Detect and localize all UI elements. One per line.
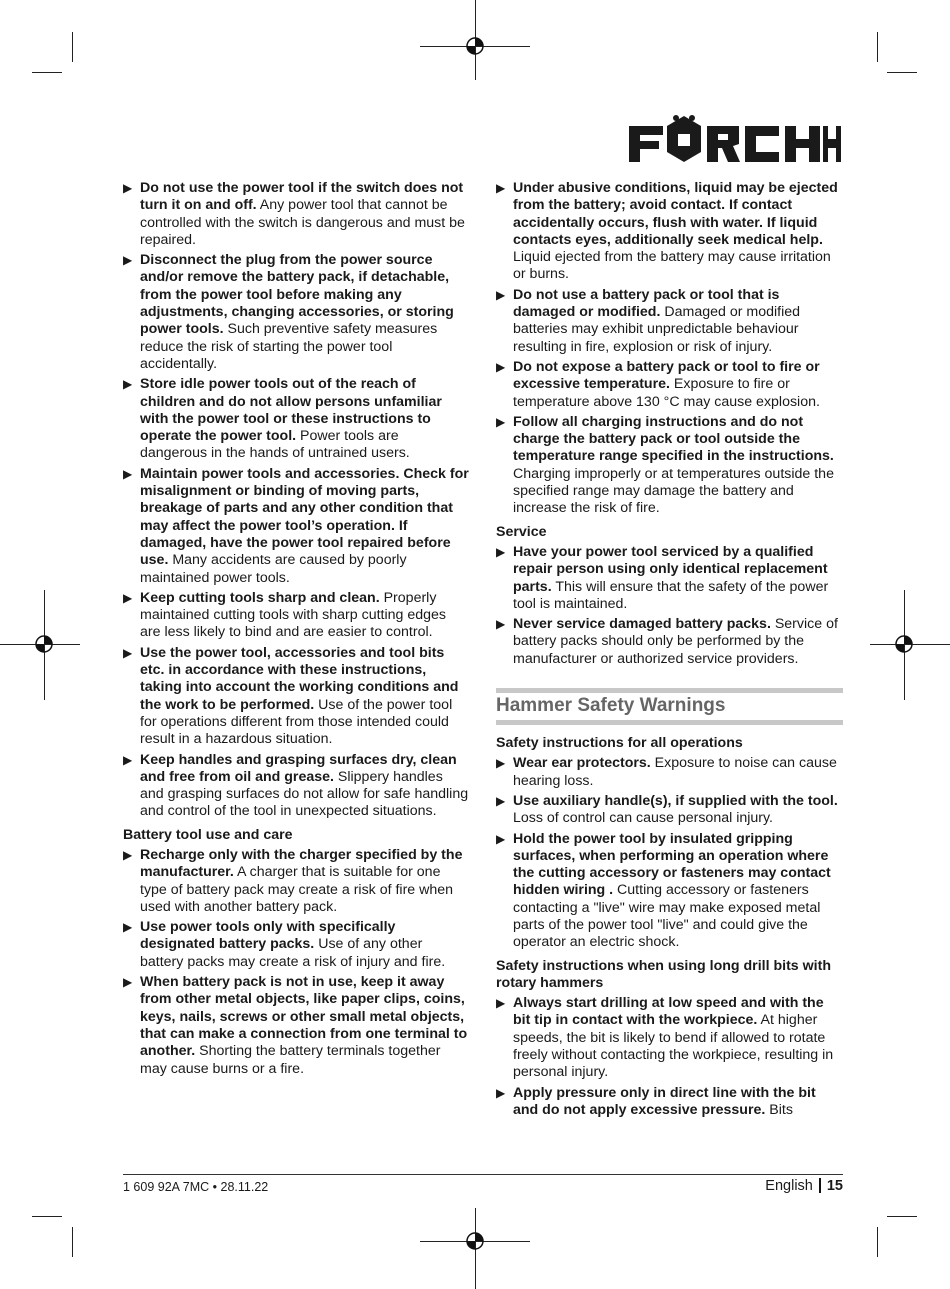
list-item-text: Service of battery packs should only be performed by the manufacturer or authorized service providers. [513, 616, 838, 667]
crop-mark [877, 32, 878, 62]
list-item-text: Any power tool that cannot be controlled with the switch is dangerous and must be repaired. [140, 197, 465, 248]
list-item-text: Exposure to fire or temperature above 130 °C may cause explosion. [513, 376, 820, 410]
list-item-text: Damaged or modified batteries may exhibit unpredictable behaviour resulting in fire, explosion or risk of injury. [513, 304, 801, 355]
list-item [496, 287, 843, 356]
list-item [123, 252, 469, 373]
bullet-arrow-icon: ▶ [496, 544, 506, 559]
page-number: 15 [826, 1178, 843, 1194]
list-item [123, 847, 469, 916]
section-title-hammer: Hammer Safety Warnings [496, 688, 843, 725]
list-item [496, 995, 843, 1081]
list-item-text: At higher speeds, the bit is likely to bend if allowed to rotate freely without contacting the workpiece, resulting in personal injury. [513, 1012, 834, 1081]
bullet-arrow-icon: ▶ [123, 645, 133, 660]
list-item-text: Shorting the battery terminals together may cause burns or a fire. [140, 1043, 441, 1077]
list-item-text: A charger that is suitable for one type of battery pack may create a risk of fire when used with another battery pack. [140, 864, 454, 915]
list-item-bold: Under abusive conditions, liquid may be ejected from the battery; avoid contact. If contact accidentally occurs, flush with water. If liquid contacts eyes, additionally seek medical help. [513, 180, 838, 248]
subheading-service: Service [496, 523, 547, 540]
list-item-bold: Use the power tool, accessories and tool bits etc. in accordance with these instructions, taking into account the working conditions and the work to be performed. [140, 644, 459, 713]
list-group [496, 755, 843, 951]
list-item-bold: Keep handles and grasping surfaces dry, clean and free from oil and grease. [140, 751, 457, 785]
list-item [123, 974, 469, 1078]
footer-rule [123, 1174, 843, 1175]
bullet-arrow-icon: ▶ [123, 590, 133, 605]
list-item-bold: Do not use the power tool if the switch does not turn it on and off. [140, 180, 464, 214]
bullet-arrow-icon: ▶ [496, 617, 506, 632]
list-item-bold: Do not use a battery pack or tool that is damaged or modified. [513, 286, 780, 321]
crop-mark [72, 32, 73, 62]
crop-mark [32, 72, 62, 73]
list-item [123, 180, 469, 249]
list-group [496, 995, 843, 1119]
list-item [123, 590, 469, 642]
bullet-arrow-icon: ▶ [496, 996, 506, 1011]
bullet-arrow-icon: ▶ [496, 414, 506, 429]
bullet-arrow-icon: ▶ [123, 847, 133, 862]
list-item [123, 376, 469, 462]
list-item-text: This will ensure that the safety of the power tool is maintained. [513, 578, 829, 612]
bullet-arrow-icon: ▶ [496, 756, 506, 771]
list-item [123, 645, 469, 749]
bullet-arrow-icon: ▶ [123, 466, 133, 481]
bullet-arrow-icon: ▶ [123, 181, 133, 195]
registration-target-icon [464, 35, 486, 57]
list-item-bold: Keep cutting tools sharp and clean. [140, 589, 380, 606]
list-item-text: Use of any other battery packs may create a risk of injury and fire. [140, 936, 446, 970]
list-item-bold: When battery pack is not in use, keep it away from other metal objects, like paper clips, coins, keys, nails, screws or other small metal objects, that can make a connection from one terminal to another. [140, 974, 468, 1060]
right-column [496, 180, 843, 1122]
crop-mark [887, 72, 917, 73]
list-item [123, 466, 469, 587]
list-item-bold: Always start drilling at low speed and with the bit tip in contact with the workpiece. [513, 995, 824, 1029]
bullet-arrow-icon: ▶ [496, 287, 506, 302]
list-item-text: Such preventive safety measures reduce the risk of starting the power tool accidentally. [140, 321, 438, 372]
list-item-bold: Do not expose a battery pack or tool to fire or excessive temperature. [513, 358, 820, 393]
crop-mark [877, 1227, 878, 1257]
left-column [123, 180, 469, 1081]
list-item-text: Many accidents are caused by poorly maintained power tools. [140, 552, 407, 586]
crop-mark [32, 1216, 62, 1217]
footer-separator [819, 1178, 821, 1193]
registration-target-icon [33, 633, 55, 655]
brand-logo [627, 112, 843, 164]
bullet-arrow-icon: ▶ [123, 253, 133, 268]
list-item-bold: Use power tools only with specifically designated battery packs. [140, 919, 396, 953]
list-item-bold: Follow all charging instructions and do not charge the battery pack or tool outside the temperature range specified in the instructions. [513, 413, 834, 465]
list-item-text: Loss of control can cause personal injury. [513, 810, 773, 827]
list-item-text: Cutting accessory or fasteners contacting a "live" wire may make exposed metal parts of the power tool "live" and could give the operator an electric shock. [513, 882, 821, 951]
list-item-bold: Store idle power tools out of the reach of children and do not allow persons unfamiliar with the power tool or these instructions to operate the power tool. [140, 376, 442, 445]
list-item-text: Slippery handles and grasping surfaces do not allow for safe handling and control of the tool in unexpected situations. [140, 768, 469, 820]
list-item-bold: Use auxiliary handle(s), if supplied with the tool. [513, 792, 838, 809]
list-item-bold: Apply pressure only in direct line with the bit and do not apply excessive pressure. [513, 1084, 816, 1118]
subheading-all-operations: Safety instructions for all operations [496, 735, 743, 752]
list-item [496, 1085, 843, 1120]
crop-mark [72, 1227, 73, 1257]
list-group [123, 847, 469, 1078]
list-group [496, 180, 843, 518]
bullet-arrow-icon: ▶ [496, 793, 506, 808]
footer-page-info [765, 1178, 843, 1194]
list-group [123, 180, 469, 821]
registration-target-icon [464, 1230, 486, 1252]
list-item [496, 414, 843, 518]
list-item [496, 793, 843, 828]
list-item-text: Charging improperly or at temperatures outside the specified range may damage the battery and increase the risk of fire. [513, 465, 834, 517]
list-item [496, 755, 843, 790]
list-item-text: Bits [765, 1101, 793, 1118]
bullet-arrow-icon: ▶ [496, 359, 506, 374]
list-item-bold: Recharge only with the charger specified by the manufacturer. [140, 846, 463, 881]
list-item-bold: Wear ear protectors. [513, 755, 651, 772]
list-item-text: Power tools are dangerous in the hands of untrained users. [140, 428, 410, 462]
list-item-text: Use of the power tool for operations different from those intended could result in a hazardous situation. [140, 696, 453, 748]
document-code: 1 609 92A 7MC • 28.11.22 [123, 1180, 269, 1194]
list-item [123, 919, 469, 971]
list-item-bold: Maintain power tools and accessories. Check for misalignment or binding of moving parts, breakage of parts and any other condition that may affect the power tool’s operation. If damaged, have the power tool repaired before use. [140, 465, 469, 569]
bullet-arrow-icon: ▶ [123, 752, 133, 767]
subheading-battery-tool-use: Battery tool use and care [123, 826, 293, 843]
bullet-arrow-icon: ▶ [123, 975, 133, 990]
list-item [496, 544, 843, 613]
bullet-arrow-icon: ▶ [496, 181, 506, 195]
list-item-bold: Disconnect the plug from the power source and/or remove the battery pack, if detachable, from the power tool before making any adjustments, changing accessories, or storing power tools. [140, 252, 454, 338]
list-item-bold: Have your power tool serviced by a qualified repair person using only identical replacement parts. [513, 543, 828, 595]
list-item [496, 616, 843, 668]
list-item [496, 180, 843, 284]
list-item-text: Exposure to noise can cause hearing loss. [513, 755, 837, 789]
registration-target-icon [893, 633, 915, 655]
list-item [123, 752, 469, 821]
list-item-text: Properly maintained cutting tools with sharp cutting edges are less likely to bind and are easier to control. [140, 589, 447, 641]
bullet-arrow-icon: ▶ [123, 377, 133, 392]
list-group [496, 544, 843, 668]
bullet-arrow-icon: ▶ [123, 920, 133, 935]
footer-language: English [765, 1178, 813, 1194]
list-item [496, 831, 843, 952]
list-item-text: Liquid ejected from the battery may cause irritation or burns. [513, 249, 831, 283]
crop-mark [887, 1216, 917, 1217]
list-item-bold: Never service damaged battery packs. [513, 616, 771, 633]
bullet-arrow-icon: ▶ [496, 831, 506, 846]
subheading-long-drill-bits: Safety instructions when using long drill bits with rotary hammers [496, 957, 831, 991]
bullet-arrow-icon: ▶ [496, 1085, 506, 1100]
list-item-bold: Hold the power tool by insulated gripping surfaces, when performing an operation where the cutting accessory or fasteners may contact hidden wiring . [513, 830, 831, 899]
list-item [496, 359, 843, 411]
